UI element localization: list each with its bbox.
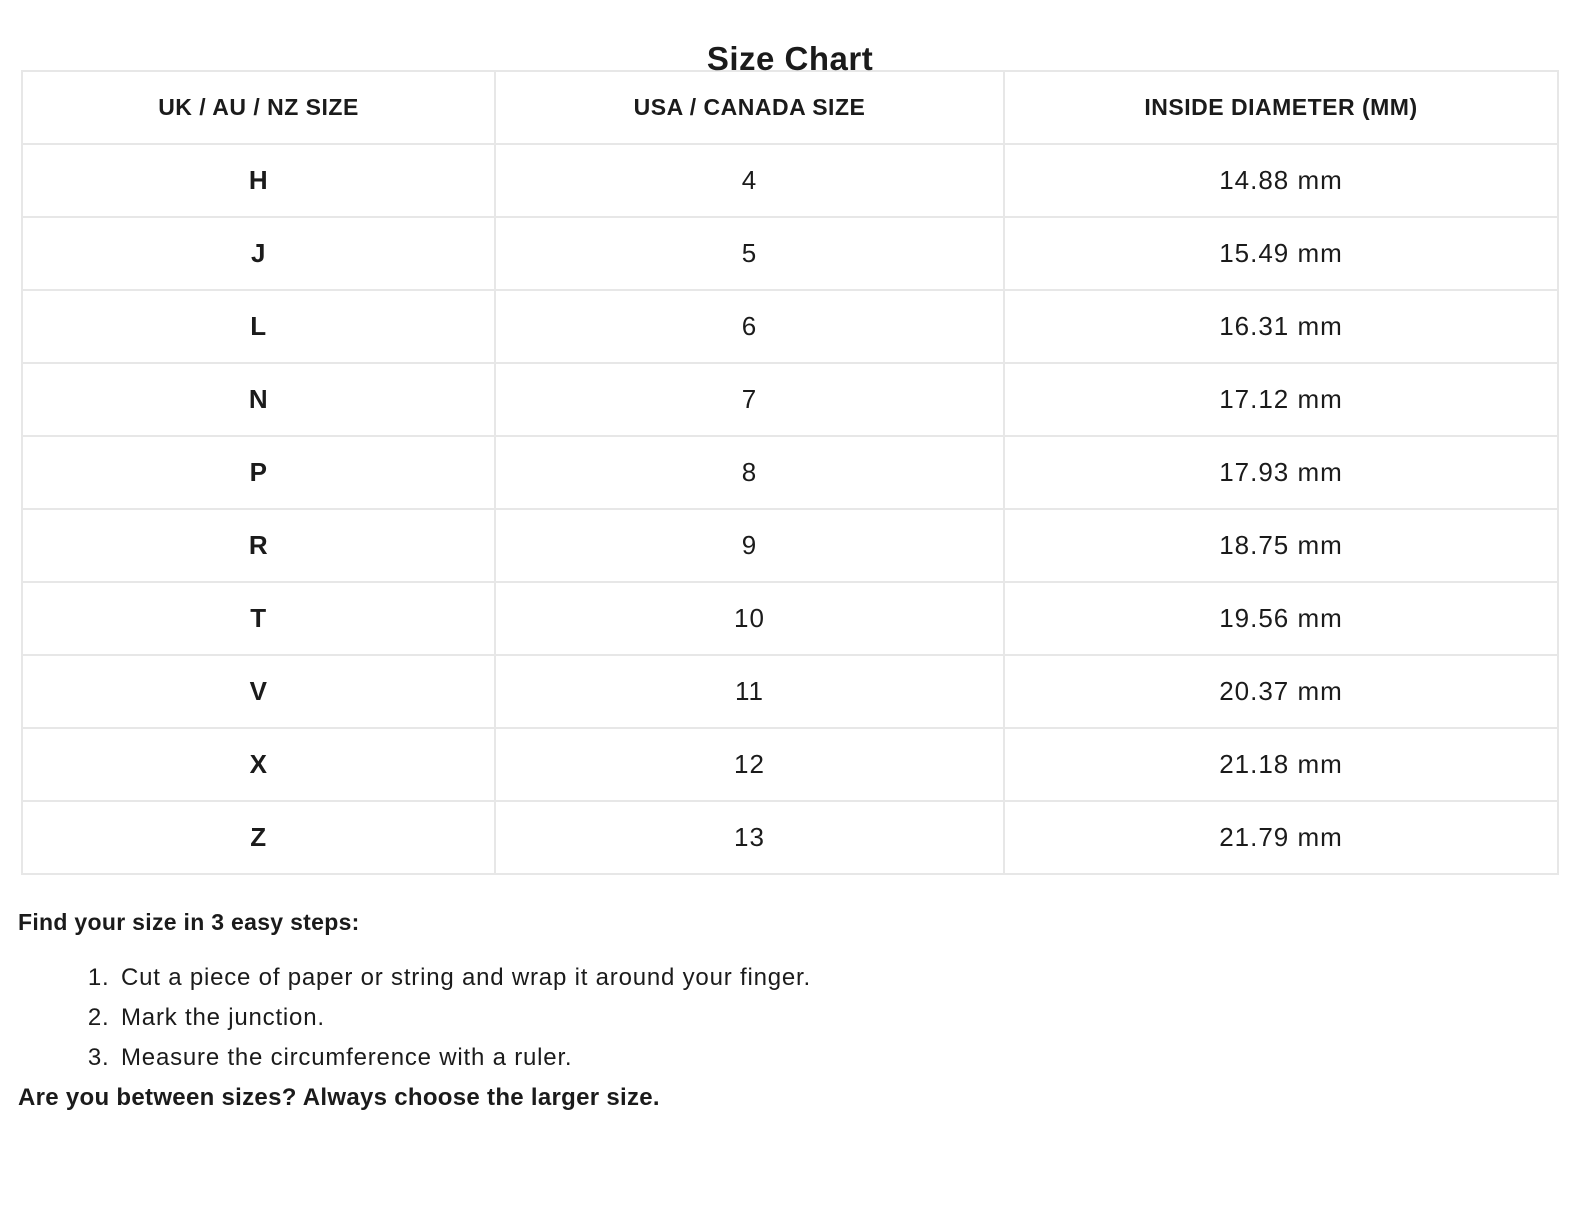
diameter-cell: 19.56 mm (1004, 582, 1558, 655)
table-row (22, 436, 1558, 509)
usa-size-cell: 7 (495, 363, 1004, 436)
uk-size-cell: T (22, 582, 495, 655)
instruction-step: 2. Mark the junction. (117, 998, 1580, 1038)
table-row (22, 728, 1558, 801)
diameter-cell: 15.49 mm (1004, 217, 1558, 290)
uk-size-cell: L (22, 290, 495, 363)
sizing-instructions (18, 909, 1580, 1112)
uk-size-cell: V (22, 655, 495, 728)
usa-size-cell: 9 (495, 509, 1004, 582)
between-sizes-note: Are you between sizes? Always choose the larger size. (18, 1084, 660, 1111)
uk-size-cell: R (22, 509, 495, 582)
usa-size-cell: 13 (495, 801, 1004, 874)
size-chart-table (21, 70, 1559, 875)
column-header-inside-diameter: INSIDE DIAMETER (MM) (1004, 71, 1558, 144)
uk-size-cell: J (22, 217, 495, 290)
uk-size-cell: Z (22, 801, 495, 874)
table-row (22, 363, 1558, 436)
uk-size-cell: N (22, 363, 495, 436)
instructions-step-list (18, 958, 1580, 1078)
table-header-row (22, 71, 1558, 144)
column-header-uk-au-nz: UK / AU / NZ SIZE (22, 71, 495, 144)
usa-size-cell: 6 (495, 290, 1004, 363)
page-title: Size Chart (706, 40, 874, 77)
table-row (22, 144, 1558, 217)
diameter-cell: 14.88 mm (1004, 144, 1558, 217)
usa-size-cell: 8 (495, 436, 1004, 509)
diameter-cell: 17.12 mm (1004, 363, 1558, 436)
diameter-cell: 18.75 mm (1004, 509, 1558, 582)
usa-size-cell: 12 (495, 728, 1004, 801)
uk-size-cell: H (22, 144, 495, 217)
diameter-cell: 17.93 mm (1004, 436, 1558, 509)
instructions-heading: Find your size in 3 easy steps: (18, 909, 360, 935)
usa-size-cell: 5 (495, 217, 1004, 290)
table-row (22, 290, 1558, 363)
instruction-step: 3. Measure the circumference with a ruler. (117, 1038, 1580, 1078)
diameter-cell: 20.37 mm (1004, 655, 1558, 728)
table-row (22, 801, 1558, 874)
table-row (22, 217, 1558, 290)
column-header-usa-canada: USA / CANADA SIZE (495, 71, 1004, 144)
instruction-step: 1. Cut a piece of paper or string and wrap it around your finger. (117, 958, 1580, 998)
diameter-cell: 16.31 mm (1004, 290, 1558, 363)
usa-size-cell: 10 (495, 582, 1004, 655)
usa-size-cell: 11 (495, 655, 1004, 728)
uk-size-cell: X (22, 728, 495, 801)
table-row (22, 582, 1558, 655)
table-row (22, 509, 1558, 582)
usa-size-cell: 4 (495, 144, 1004, 217)
table-row (22, 655, 1558, 728)
diameter-cell: 21.79 mm (1004, 801, 1558, 874)
diameter-cell: 21.18 mm (1004, 728, 1558, 801)
uk-size-cell: P (22, 436, 495, 509)
